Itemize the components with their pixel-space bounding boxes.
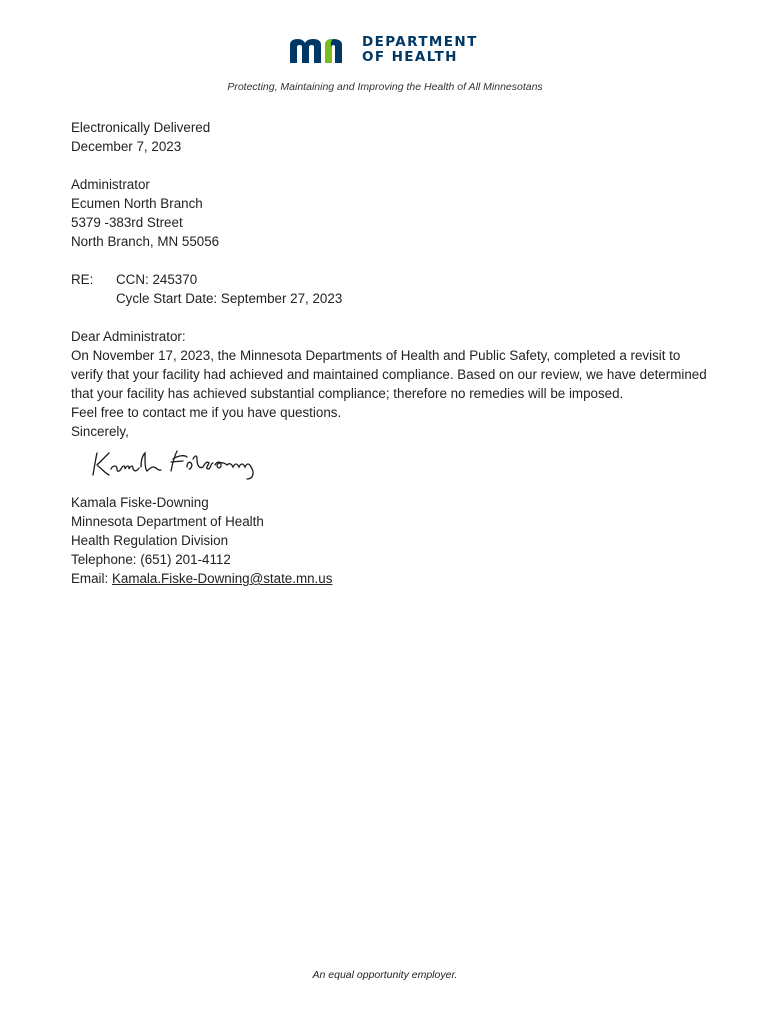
re-label: RE:	[71, 272, 94, 287]
delivery-block	[71, 118, 711, 156]
sender-division: Health Regulation Division	[71, 533, 229, 548]
recipient-address	[71, 175, 711, 251]
sender-department: Minnesota Department of Health	[71, 514, 264, 529]
recipient-city: North Branch, MN 55056	[71, 234, 220, 249]
email-link[interactable]: Kamala.Fiske-Downing@state.mn.us	[111, 571, 333, 586]
mn-logo-icon	[288, 33, 354, 67]
closing: Sincerely,	[71, 424, 129, 439]
letter-body	[71, 118, 711, 607]
sender-name: Kamala Fiske-Downing	[71, 495, 209, 510]
letter-date: December 7, 2023	[71, 139, 182, 154]
tagline: Protecting, Maintaining and Improving the Health of All Minnesotans	[227, 81, 543, 93]
logo-line-1: DEPARTMENT	[362, 34, 478, 50]
recipient-street: 5379 -383rd Street	[71, 215, 183, 230]
mn-health-logo	[288, 33, 478, 67]
body-paragraph-1: On November 17, 2023, the Minnesota Departments of Health and Public Safety, completed a revisit to verify that your facility had achieved and maintained compliance. Based on our review, we have determined that your facility has achieved substantial compliance; therefore no remedies will be imposed.	[71, 348, 707, 401]
salutation: Dear Administrator:	[71, 329, 186, 344]
email-label: Email:	[71, 571, 112, 586]
sender-telephone: Telephone: (651) 201-4112	[71, 552, 231, 567]
handwritten-signature	[87, 445, 277, 485]
re-ccn: CCN: 245370	[116, 272, 198, 287]
sender-email-line	[71, 569, 711, 588]
logo-line-2: OF HEALTH	[362, 49, 458, 65]
recipient-title: Administrator	[71, 177, 150, 192]
re-block	[71, 270, 711, 308]
delivery-method: Electronically Delivered	[71, 120, 211, 135]
body-paragraph-2: Feel free to contact me if you have questions.	[71, 405, 342, 420]
sender-block	[71, 493, 711, 588]
signature	[71, 441, 711, 493]
recipient-organization: Ecumen North Branch	[71, 196, 203, 211]
re-cycle-date: Cycle Start Date: September 27, 2023	[116, 291, 343, 306]
logo-text	[362, 35, 478, 65]
footer-text: An equal opportunity employer.	[312, 969, 458, 981]
